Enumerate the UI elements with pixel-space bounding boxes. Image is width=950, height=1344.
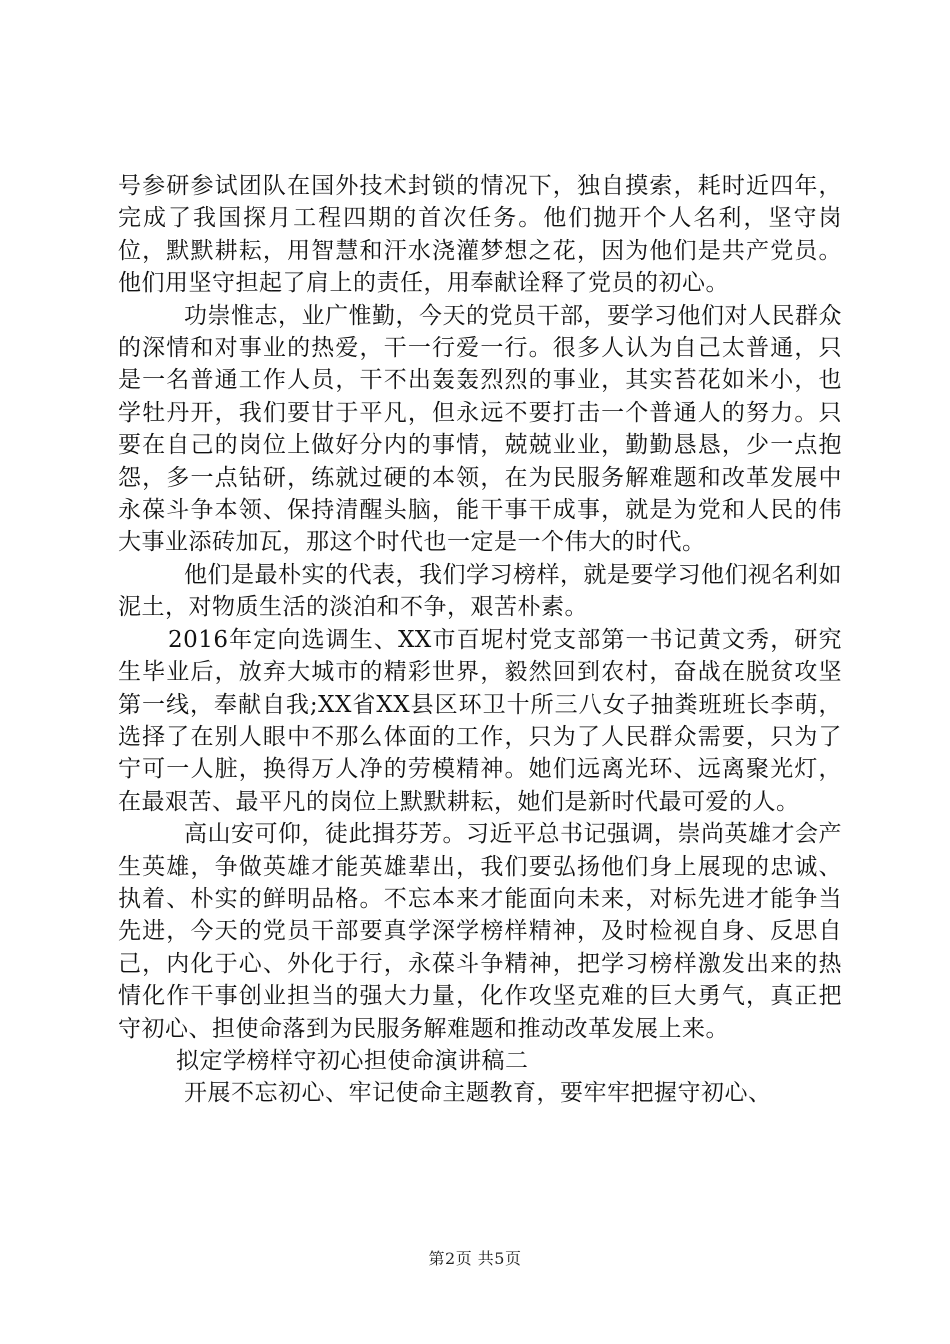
paragraph-continuation: 号参研参试团队在国外技术封锁的情况下，独自摸索，耗时近四年，完成了我国探月工程四期的首次任务。他们抛开个人名利，坚守岗位，默默耕耘，用智慧和汗水浇灌梦想之花，因为他们是共产党员。他们用坚守担起了肩上的责任，用奉献诠释了党员的初心。 (118, 173, 842, 297)
paragraph-heroes: 高山安可仰，徒此揖芬芳。习近平总书记强调，崇尚英雄才会产生英雄，争做英雄才能英雄辈出，我们要弘扬他们身上展现的忠诚、执着、朴实的鲜明品格。不忘本来才能面向未来，对标先进才能争当先进，今天的党员干部要真学深学榜样精神，及时检视自身、反思自己，内化于心、外化于行，永葆斗争精神，把学习榜样激发出来的热情化作干事创业担当的强大力量，化作攻坚克难的巨大勇气，真正把守初心、担使命落到为民服务解难题和推动改革发展上来。 (118, 821, 842, 1042)
paragraph-examples: 2016年定向选调生、XX市百坭村党支部第一书记黄文秀，研究生毕业后，放弃大城市的精彩世界，毅然回到农村，奋战在脱贫攻坚第一线，奉献自我;XX省XX县区环卫十所三八女子抽粪班班长李萌，选择了在别人眼中不那么体面的工作，只为了人民群众需要，只为了宁可一人脏，换得万人净的劳模精神。她们远离光环、远离聚光灯，在最艰苦、最平凡的岗位上默默耕耘，她们是新时代最可爱的人。 (118, 626, 842, 815)
paragraph-dedication: 功崇惟志，业广惟勤，今天的党员干部，要学习他们对人民群众的深情和对事业的热爱，干一行爱一行。很多人认为自己太普通，只是一名普通工作人员，干不出轰轰烈烈的事业，其实苔花如米小，也学牡丹开，我们要甘于平凡，但永远不要打击一个普通人的努力。只要在自己的岗位上做好分内的事情，兢兢业业，勤勤恳恳，少一点抱怨，多一点钻研，练就过硬的本领，在为民服务解难题和改革发展中永葆斗争本领、保持清醒头脑，能干事干成事，就是为党和人民的伟大事业添砖加瓦，那这个时代也一定是一个伟大的时代。 (118, 302, 842, 556)
section-heading: 拟定学榜样守初心担使命演讲稿二 (176, 1047, 529, 1074)
paragraph-simplicity: 他们是最朴实的代表，我们学习榜样，就是要学习他们视名利如泥土，对物质生活的淡泊和不争，艰苦朴素。 (118, 561, 842, 621)
page-footer: 第2页 共5页 (428, 1249, 522, 1268)
paragraph-next: 开展不忘初心、牢记使命主题教育，要牢牢把握守初心、 (184, 1080, 772, 1107)
body-text (118, 170, 842, 1110)
